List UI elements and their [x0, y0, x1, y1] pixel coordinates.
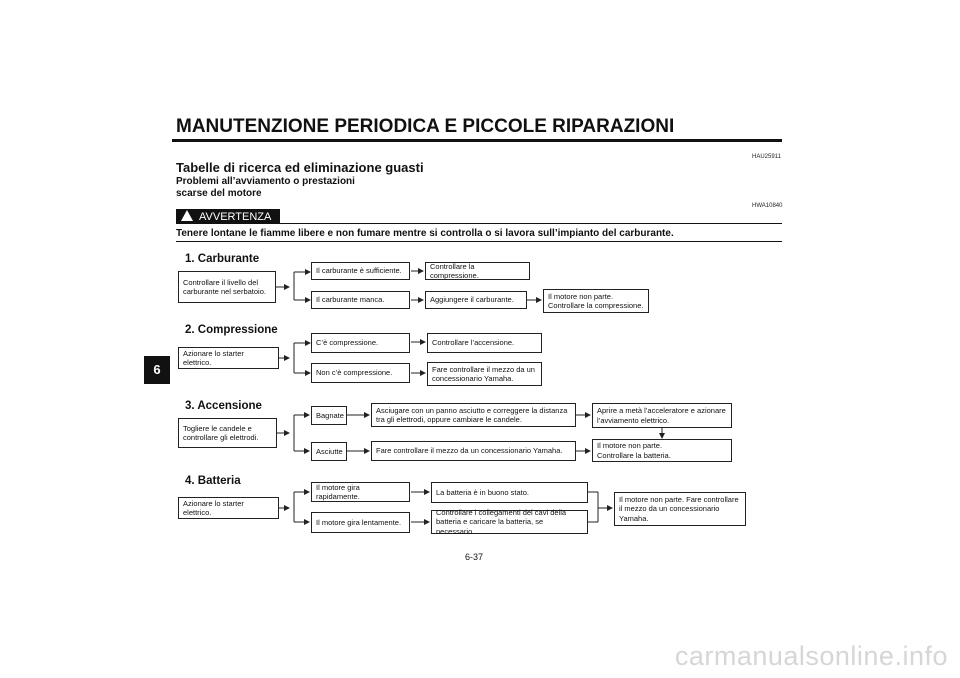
ignition-dry-plugs-box: Asciugare con un panno asciutto e correggere la distanza tra gli elettrodi, oppure cambiare le candele.: [371, 403, 576, 427]
fuel-add-box: Aggiungere il carburante.: [425, 291, 527, 309]
section-title-battery: 4. Batteria: [185, 475, 241, 487]
battery-ok-box: La batteria è in buono stato.: [431, 482, 588, 503]
fuel-start-box: Controllare il livello del carburante nel serbatoio.: [178, 271, 276, 303]
fuel-final-box: Il motore non parte. Controllare la compressione.: [543, 289, 649, 313]
compression-start-box: Azionare lo starter elettrico.: [178, 347, 279, 369]
ignition-wet-box: Bagnate: [311, 406, 347, 425]
subheading-line: Problemi all’avviamento o prestazioni: [176, 176, 355, 187]
battery-slow-box: Il motore gira lentamente.: [311, 512, 410, 533]
ignition-check-battery-box: Il motore non parte. Controllare la batteria.: [592, 439, 732, 462]
section-heading: Tabelle di ricerca ed eliminazione guasti: [176, 160, 424, 175]
battery-fast-box: Il motore gira rapidamente.: [311, 482, 410, 502]
chapter-tab: 6: [144, 356, 170, 384]
compression-no-box: Non c’è compressione.: [311, 363, 410, 383]
page-title: MANUTENZIONE PERIODICA E PICCOLE RIPARAZIONI: [176, 116, 675, 137]
section-title-fuel: 1. Carburante: [185, 253, 260, 265]
warning-text: Tenere lontane le fiamme libere e non fumare mentre si controlla o si lavora sull’impianto del carburante.: [176, 228, 674, 239]
fuel-missing-box: Il carburante manca.: [311, 291, 410, 309]
fuel-sufficient-box: Il carburante è sufficiente.: [311, 262, 410, 280]
warning-code: HWA10840: [752, 203, 783, 209]
battery-charge-box: Controllare i collegamenti dei cavi della batteria e caricare la batteria, se necessario.: [431, 510, 588, 534]
ignition-throttle-box: Aprire a metà l’acceleratore e azionare l’avviamento elettrico.: [592, 403, 732, 428]
compression-yes-box: C’è compressione.: [311, 333, 410, 353]
section-title-compression: 2. Compressione: [185, 324, 278, 336]
battery-final-box: Il motore non parte. Fare controllare il mezzo da un concessionario Yamaha.: [614, 492, 746, 526]
reference-code: HAU25911: [752, 154, 781, 160]
section-title-ignition: 3. Accensione: [185, 400, 262, 412]
ignition-dealer-box: Fare controllare il mezzo da un concessionario Yamaha.: [371, 441, 576, 461]
warning-label: AVVERTENZA: [176, 209, 280, 224]
ignition-start-box: Togliere le candele e controllare gli elettrodi.: [178, 418, 277, 448]
page-number: 6-37: [465, 552, 484, 562]
compression-dealer-box: Fare controllare il mezzo da un concessionario Yamaha.: [427, 362, 542, 386]
fuel-check-compression-box: Controllare la compressione.: [425, 262, 530, 280]
battery-start-box: Azionare lo starter elettrico.: [178, 497, 279, 519]
compression-check-ignition-box: Controllare l’accensione.: [427, 333, 542, 353]
watermark: carmanualsonline.info: [674, 641, 948, 671]
ignition-dry-box: Asciutte: [311, 442, 347, 461]
subheading-line: scarse del motore: [176, 188, 262, 199]
